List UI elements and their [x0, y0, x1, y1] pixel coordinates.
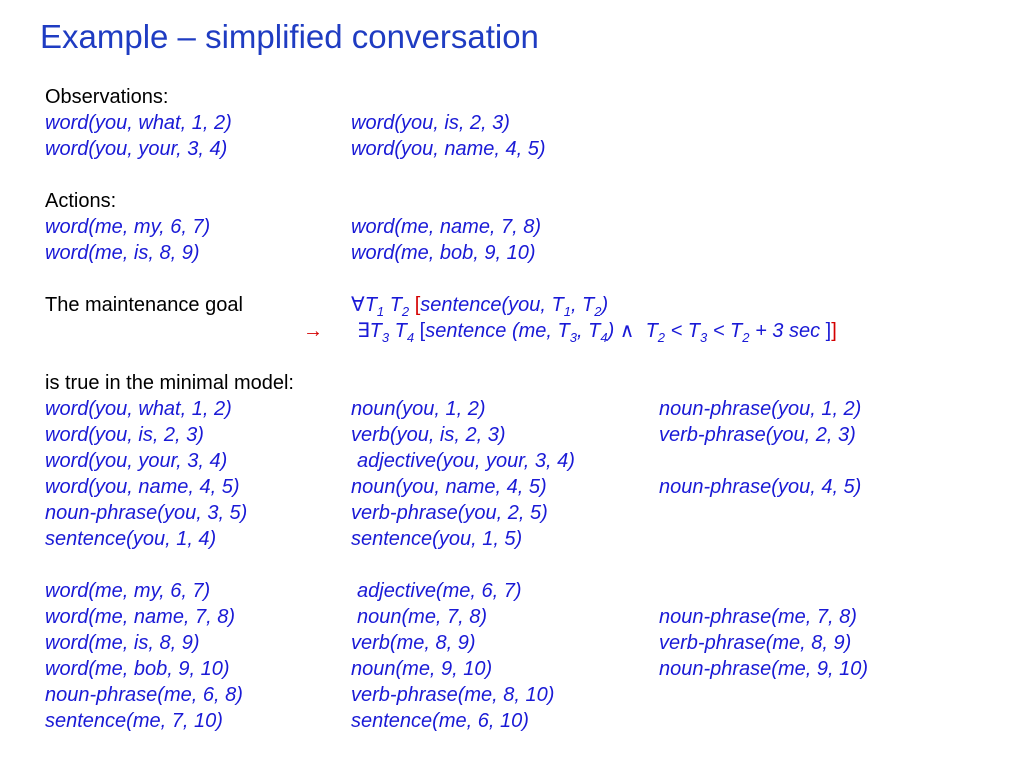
model-term: noun-phrase(me, 7, 8)	[659, 606, 857, 628]
spacer	[45, 266, 1005, 292]
actions-heading-line	[45, 188, 1005, 214]
model-term: noun(you, 1, 2)	[351, 398, 486, 420]
action-term: word(me, bob, 9, 10)	[351, 242, 536, 264]
model-term: word(me, name, 7, 8)	[45, 606, 236, 628]
observation-term: word(you, your, 3, 4)	[45, 138, 228, 160]
model-row-you	[45, 396, 1005, 422]
model-row-you	[45, 526, 1005, 552]
model-row-you	[45, 422, 1005, 448]
observation-term: word(you, what, 1, 2)	[45, 112, 232, 134]
goal-antecedent: $\forall T_1$ $T_2$ [sentence(you, $T_1$, $T_2$)	[351, 294, 609, 319]
spacer	[45, 552, 1005, 578]
close-outer-bracket: ]	[831, 320, 837, 342]
exists-symbol: ∃	[357, 320, 370, 342]
action-term: word(me, my, 6, 7)	[45, 216, 211, 238]
slide-title: Example – simplified conversation	[40, 18, 539, 55]
model-term: verb-phrase(you, 2, 5)	[351, 502, 548, 524]
model-term: noun-phrase(you, 1, 2)	[659, 398, 862, 420]
model-term: sentence(you, 1, 4)	[45, 528, 217, 550]
model-term: noun-phrase(me, 6, 8)	[45, 684, 243, 706]
model-term: verb-phrase(me, 8, 9)	[659, 632, 852, 654]
model-term: noun(me, 9, 10)	[351, 658, 493, 680]
model-term: noun-phrase(you, 3, 5)	[45, 502, 248, 524]
slide-body	[45, 84, 1005, 734]
model-row-me	[45, 630, 1005, 656]
model-row-me	[45, 604, 1005, 630]
model-row-me	[45, 578, 1005, 604]
model-term: sentence(me, 6, 10)	[351, 710, 529, 732]
model-row-me	[45, 708, 1005, 734]
model-row-you	[45, 474, 1005, 500]
model-row-you	[45, 500, 1005, 526]
model-term: word(you, your, 3, 4)	[45, 450, 228, 472]
close-inner-bracket: ]	[825, 320, 832, 342]
actions-row	[45, 240, 1005, 266]
model-term: noun-phrase(you, 4, 5)	[659, 476, 862, 498]
inner-bracket-open: [	[419, 320, 426, 342]
action-term: word(me, is, 8, 9)	[45, 242, 200, 264]
model-term: verb-phrase(you, 2, 3)	[659, 424, 856, 446]
observation-term: word(you, name, 4, 5)	[351, 138, 546, 160]
goal-consequent: $\exists T_3$ $T_4$ [sentence (me, $T_3$, $T_4$) ∧ $T_2 < T_3 < T_2 + 3$ sec ]]	[357, 320, 837, 345]
model-label: is true in the minimal model:	[45, 372, 294, 394]
model-row-me	[45, 682, 1005, 708]
model-term: sentence(me, 7, 10)	[45, 710, 223, 732]
model-term: word(me, bob, 9, 10)	[45, 658, 230, 680]
model-term: word(you, is, 2, 3)	[45, 424, 204, 446]
model-term: noun-phrase(me, 9, 10)	[659, 658, 869, 680]
and-symbol: ∧	[619, 320, 635, 342]
actions-label: Actions:	[45, 190, 117, 212]
model-term: noun(you, name, 4, 5)	[351, 476, 547, 498]
observations-row	[45, 110, 1005, 136]
actions-row	[45, 214, 1005, 240]
model-term: word(you, name, 4, 5)	[45, 476, 240, 498]
model-term: word(me, my, 6, 7)	[45, 580, 211, 602]
model-term: adjective(me, 6, 7)	[357, 580, 522, 602]
model-row-me	[45, 656, 1005, 682]
goal-label: The maintenance goal	[45, 294, 243, 316]
implication-arrow-icon: →	[303, 320, 323, 342]
observations-heading-line	[45, 84, 1005, 110]
model-term: verb(me, 8, 9)	[351, 632, 476, 654]
open-bracket: [	[414, 294, 421, 316]
model-row-you	[45, 448, 1005, 474]
model-term: verb(you, is, 2, 3)	[351, 424, 506, 446]
observations-row	[45, 136, 1005, 162]
goal-line-1	[45, 292, 1005, 318]
action-term: word(me, name, 7, 8)	[351, 216, 542, 238]
observation-term: word(you, is, 2, 3)	[351, 112, 510, 134]
model-term: noun(me, 7, 8)	[357, 606, 488, 628]
observations-label: Observations:	[45, 86, 169, 108]
model-term: word(me, is, 8, 9)	[45, 632, 200, 654]
forall-symbol: ∀	[351, 294, 365, 316]
model-term: sentence(you, 1, 5)	[351, 528, 523, 550]
model-term: verb-phrase(me, 8, 10)	[351, 684, 555, 706]
model-heading-line	[45, 370, 1005, 396]
model-term: word(you, what, 1, 2)	[45, 398, 232, 420]
spacer	[45, 162, 1005, 188]
model-term: adjective(you, your, 3, 4)	[357, 450, 575, 472]
goal-line-2	[45, 318, 1005, 344]
spacer	[45, 344, 1005, 370]
